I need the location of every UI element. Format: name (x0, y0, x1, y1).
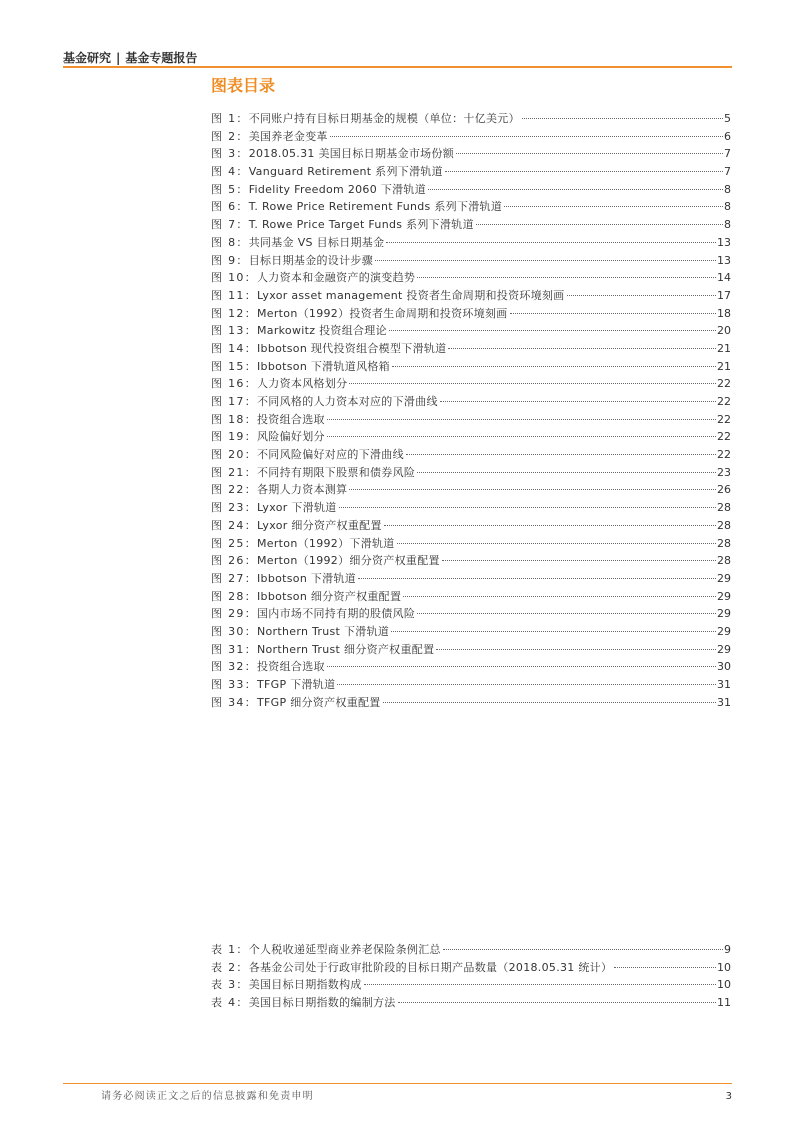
figure-entry-page: 23 (717, 465, 731, 479)
footer-divider (63, 1083, 732, 1084)
figure-entry[interactable] (211, 128, 731, 146)
figure-entry-page: 30 (717, 660, 731, 674)
figure-entry-page: 7 (724, 147, 731, 161)
dot-leader (417, 472, 716, 473)
figure-entry-page: 8 (724, 182, 731, 196)
table-entry[interactable] (211, 959, 731, 977)
figure-entry-label: 图 11： (211, 288, 257, 302)
figure-entry-page: 22 (717, 395, 731, 408)
figure-entry-label: 图 19： (211, 430, 257, 444)
dot-leader (567, 295, 716, 296)
figure-entry[interactable] (211, 605, 731, 623)
figure-entry-label: 图 31： (211, 642, 257, 656)
dot-leader (504, 206, 723, 207)
dot-leader (337, 684, 716, 685)
figure-entry-title: 共同基金 VS 目标日期基金 (248, 235, 385, 249)
figure-entry[interactable] (211, 481, 731, 499)
dot-leader (403, 596, 716, 597)
figure-entry[interactable] (211, 641, 731, 659)
figure-entry-label: 图 34： (211, 695, 257, 709)
figure-entry-title: Lyxor 下滑轨道 (257, 501, 337, 515)
figure-entry-label: 图 8： (211, 235, 249, 249)
figure-entry[interactable] (211, 375, 731, 393)
figure-entry-label: 图 30： (211, 624, 257, 638)
figure-entry-label: 图 2： (211, 129, 249, 143)
figure-entry[interactable] (211, 570, 731, 588)
figure-entry[interactable] (211, 499, 731, 517)
dot-leader (349, 383, 716, 384)
table-entry-label: 表 3： (211, 978, 249, 992)
figure-entry[interactable] (211, 181, 731, 199)
figure-entry[interactable] (211, 322, 731, 340)
figure-entry-title: Lyxor 细分资产权重配置 (257, 518, 382, 532)
figure-entry-label: 图 1： (211, 112, 249, 125)
figure-entry[interactable] (211, 428, 731, 446)
figure-entry-title: T. Rowe Price Target Funds 系列下滑轨道 (248, 218, 474, 232)
table-list (211, 941, 731, 1012)
figure-entry[interactable] (211, 446, 731, 464)
figure-entry-page: 22 (717, 377, 731, 391)
figure-entry[interactable] (211, 535, 731, 553)
figure-entry-title: 不同持有期限下股票和债券风险 (257, 465, 416, 479)
figure-entry-title: Ibbotson 下滑轨道风格箱 (257, 359, 390, 373)
figure-entry-page: 28 (717, 554, 731, 568)
figure-entry-label: 图 10： (211, 271, 257, 285)
figure-entry-label: 图 3： (211, 147, 249, 161)
figure-entry-label: 图 12： (211, 306, 257, 320)
figure-entry-title: 风险偏好划分 (257, 430, 325, 444)
figure-entry[interactable] (211, 340, 731, 358)
figure-entry-title: Ibbotson 下滑轨道 (257, 571, 357, 585)
figure-entry[interactable] (211, 216, 731, 234)
figure-entry-label: 图 7： (211, 218, 249, 232)
table-entry-label: 表 2： (211, 960, 249, 974)
figure-entry[interactable] (211, 694, 731, 712)
header-divider (63, 66, 732, 68)
figure-entry-page: 29 (717, 642, 731, 656)
dot-leader (392, 366, 716, 367)
figure-entry-title: Northern Trust 下滑轨道 (257, 624, 390, 638)
figure-entry-page: 31 (717, 695, 731, 709)
figure-entry-page: 20 (717, 324, 731, 338)
figure-entry-label: 图 22： (211, 483, 257, 497)
figure-entry-title: Markowitz 投资组合理论 (257, 324, 387, 338)
figure-entry-page: 13 (717, 253, 731, 267)
figure-entry-label: 图 18： (211, 412, 257, 426)
figure-entry-title: 不同风格的人力资本对应的下滑曲线 (257, 395, 438, 408)
dot-leader (476, 224, 723, 225)
table-entry[interactable] (211, 994, 731, 1012)
dot-leader (614, 967, 716, 968)
dot-leader (389, 330, 716, 331)
dot-leader (443, 949, 723, 950)
figure-entry-label: 图 13： (211, 324, 257, 338)
figure-entry[interactable] (211, 358, 731, 376)
figure-entry[interactable] (211, 269, 731, 287)
dot-leader (330, 136, 723, 137)
dot-leader (384, 525, 716, 526)
figure-entry-label: 图 33： (211, 678, 257, 691)
figure-entry-page: 22 (717, 448, 731, 462)
figure-entry-page: 8 (724, 218, 731, 232)
figure-entry-page: 29 (717, 607, 731, 621)
figure-entry-label: 图 29： (211, 607, 257, 621)
figure-entry-title: T. Rowe Price Retirement Funds 系列下滑轨道 (248, 200, 503, 214)
header-report-type: 基金专题报告 (125, 51, 198, 65)
figure-entry-label: 图 23： (211, 501, 257, 515)
figure-entry-label: 图 21： (211, 465, 257, 479)
figure-entry-label: 图 26： (211, 554, 257, 568)
figure-entry-label: 图 32： (211, 660, 257, 674)
figure-entry-title: 国内市场不同持有期的股债风险 (257, 607, 416, 621)
figure-entry[interactable] (211, 287, 731, 305)
dot-leader (386, 242, 716, 243)
figure-entry[interactable] (211, 411, 731, 429)
table-entry-page: 10 (717, 960, 731, 974)
dot-leader (358, 578, 716, 579)
dot-leader (391, 631, 716, 632)
figure-entry-page: 8 (724, 200, 731, 214)
figure-entry-label: 图 15： (211, 359, 257, 373)
figure-entry-label: 图 6： (211, 200, 249, 214)
figure-entry-label: 图 14： (211, 341, 257, 355)
figure-entry[interactable] (211, 234, 731, 252)
figure-entry-title: 各期人力资本测算 (257, 483, 348, 497)
figure-entry-label: 图 4： (211, 165, 249, 179)
figure-entry-title: 不同账户持有目标日期基金的规模（单位：十亿美元） (248, 112, 520, 125)
figure-entry-title: TFGP 下滑轨道 (257, 678, 336, 691)
figure-entry[interactable] (211, 393, 731, 411)
figure-entry-title: Lyxor asset management 投资者生命周期和投资环境刻画 (257, 288, 565, 302)
figure-entry[interactable] (211, 658, 731, 676)
figure-entry-title: Ibbotson 细分资产权重配置 (257, 589, 402, 603)
figure-entry-label: 图 17： (211, 395, 257, 408)
figure-entry-page: 13 (717, 235, 731, 249)
figure-entry-title: Fidelity Freedom 2060 下滑轨道 (248, 182, 427, 196)
dot-leader (436, 649, 716, 650)
table-entry-page: 11 (717, 996, 731, 1010)
figure-entry-page: 17 (717, 288, 731, 302)
figure-entry-title: 美国养老金变革 (248, 129, 328, 143)
figure-entry[interactable] (211, 517, 731, 535)
figure-entry-page: 28 (717, 501, 731, 515)
table-entry-title: 各基金公司处于行政审批阶段的目标日期产品数量（2018.05.31 统计） (248, 960, 613, 974)
dot-leader (349, 489, 716, 490)
figure-entry[interactable] (211, 145, 731, 163)
figure-entry[interactable] (211, 588, 731, 606)
dot-leader (327, 436, 716, 437)
figure-entry-title: Vanguard Retirement 系列下滑轨道 (248, 165, 443, 179)
dot-leader (339, 507, 716, 508)
figure-entry-title: Merton（1992）投资者生命周期和投资环境刻画 (257, 306, 508, 320)
figure-entry-title: 投资组合选取 (257, 412, 325, 426)
table-entry-title: 个人税收递延型商业养老保险条例汇总 (248, 943, 441, 956)
header-section: 基金研究 (63, 51, 112, 65)
dot-leader (442, 560, 716, 561)
figure-entry-page: 31 (717, 678, 731, 691)
dot-leader (440, 401, 716, 402)
dot-leader (327, 419, 716, 420)
figure-entry-title: 人力资本和金融资产的演变趋势 (257, 271, 416, 285)
table-entry-label: 表 1： (211, 943, 249, 956)
table-entry-title: 美国目标日期指数的编制方法 (248, 996, 396, 1010)
dot-leader (456, 153, 723, 154)
figure-entry[interactable] (211, 305, 731, 323)
figure-entry[interactable] (211, 163, 731, 181)
header-separator: | (116, 51, 121, 65)
figure-entry-page: 14 (717, 271, 731, 285)
dot-leader (448, 348, 716, 349)
figure-entry-page: 28 (717, 536, 731, 550)
figure-entry-label: 图 27： (211, 571, 257, 585)
dot-leader (417, 277, 716, 278)
figure-entry-page: 29 (717, 571, 731, 585)
figure-entry-title: 2018.05.31 美国目标日期基金市场份额 (248, 147, 455, 161)
page-number: 3 (725, 1091, 732, 1102)
figure-entry[interactable] (211, 464, 731, 482)
dot-leader (510, 313, 716, 314)
dot-leader (375, 260, 716, 261)
figure-entry-page: 6 (724, 129, 731, 143)
dot-leader (364, 984, 716, 985)
table-entry-title: 美国目标日期指数构成 (248, 978, 362, 992)
figure-entry[interactable] (211, 676, 731, 694)
table-entry[interactable] (211, 976, 731, 994)
figure-entry-page: 7 (724, 165, 731, 179)
figure-entry-title: Northern Trust 细分资产权重配置 (257, 642, 435, 656)
figure-entry-label: 图 5： (211, 182, 249, 196)
figure-entry-page: 29 (717, 589, 731, 603)
figure-entry-title: 人力资本风格划分 (257, 377, 348, 391)
figure-entry-page: 5 (724, 112, 731, 125)
figure-entry-page: 21 (717, 341, 731, 355)
figure-entry[interactable] (211, 252, 731, 270)
dot-leader (445, 171, 723, 172)
figure-entry-label: 图 24： (211, 518, 257, 532)
figure-entry-label: 图 20： (211, 448, 257, 462)
report-header (63, 50, 731, 66)
figure-entry-page: 22 (717, 430, 731, 444)
dot-leader (428, 189, 723, 190)
dot-leader (522, 118, 723, 119)
dot-leader (327, 666, 716, 667)
table-entry-page: 9 (724, 943, 731, 956)
figure-entry-title: 目标日期基金的设计步骤 (248, 253, 374, 267)
figure-entry-label: 图 9： (211, 253, 249, 267)
figure-entry[interactable] (211, 198, 731, 216)
figure-entry-title: Merton（1992）下滑轨道 (257, 536, 395, 550)
footer-disclaimer: 请务必阅读正文之后的信息披露和免责申明 (101, 1091, 314, 1102)
figure-entry[interactable] (211, 552, 731, 570)
figure-entry-title: 投资组合选取 (257, 660, 325, 674)
figure-entry[interactable] (211, 110, 731, 128)
page-title: 图表目录 (211, 76, 276, 95)
dot-leader (417, 613, 716, 614)
figure-entry-page: 18 (717, 306, 731, 320)
figure-entry-page: 21 (717, 359, 731, 373)
figure-entry-label: 图 28： (211, 589, 257, 603)
figure-entry-title: TFGP 细分资产权重配置 (257, 695, 381, 709)
figure-entry-page: 28 (717, 518, 731, 532)
figure-entry[interactable] (211, 623, 731, 641)
figure-entry-title: Merton（1992）细分资产权重配置 (257, 554, 440, 568)
figure-entry-label: 图 25： (211, 536, 257, 550)
figure-list (211, 110, 731, 711)
dot-leader (383, 702, 716, 703)
figure-entry-page: 29 (717, 624, 731, 638)
figure-entry-title: Ibbotson 现代投资组合模型下滑轨道 (257, 341, 447, 355)
figure-entry-page: 22 (717, 412, 731, 426)
dot-leader (406, 454, 716, 455)
dot-leader (398, 1002, 716, 1003)
table-entry-page: 10 (717, 978, 731, 992)
dot-leader (397, 543, 716, 544)
table-entry-label: 表 4： (211, 996, 249, 1010)
figure-entry-label: 图 16： (211, 377, 257, 391)
figure-entry-page: 26 (717, 483, 731, 497)
table-entry[interactable] (211, 941, 731, 959)
figure-entry-title: 不同风险偏好对应的下滑曲线 (257, 448, 404, 462)
